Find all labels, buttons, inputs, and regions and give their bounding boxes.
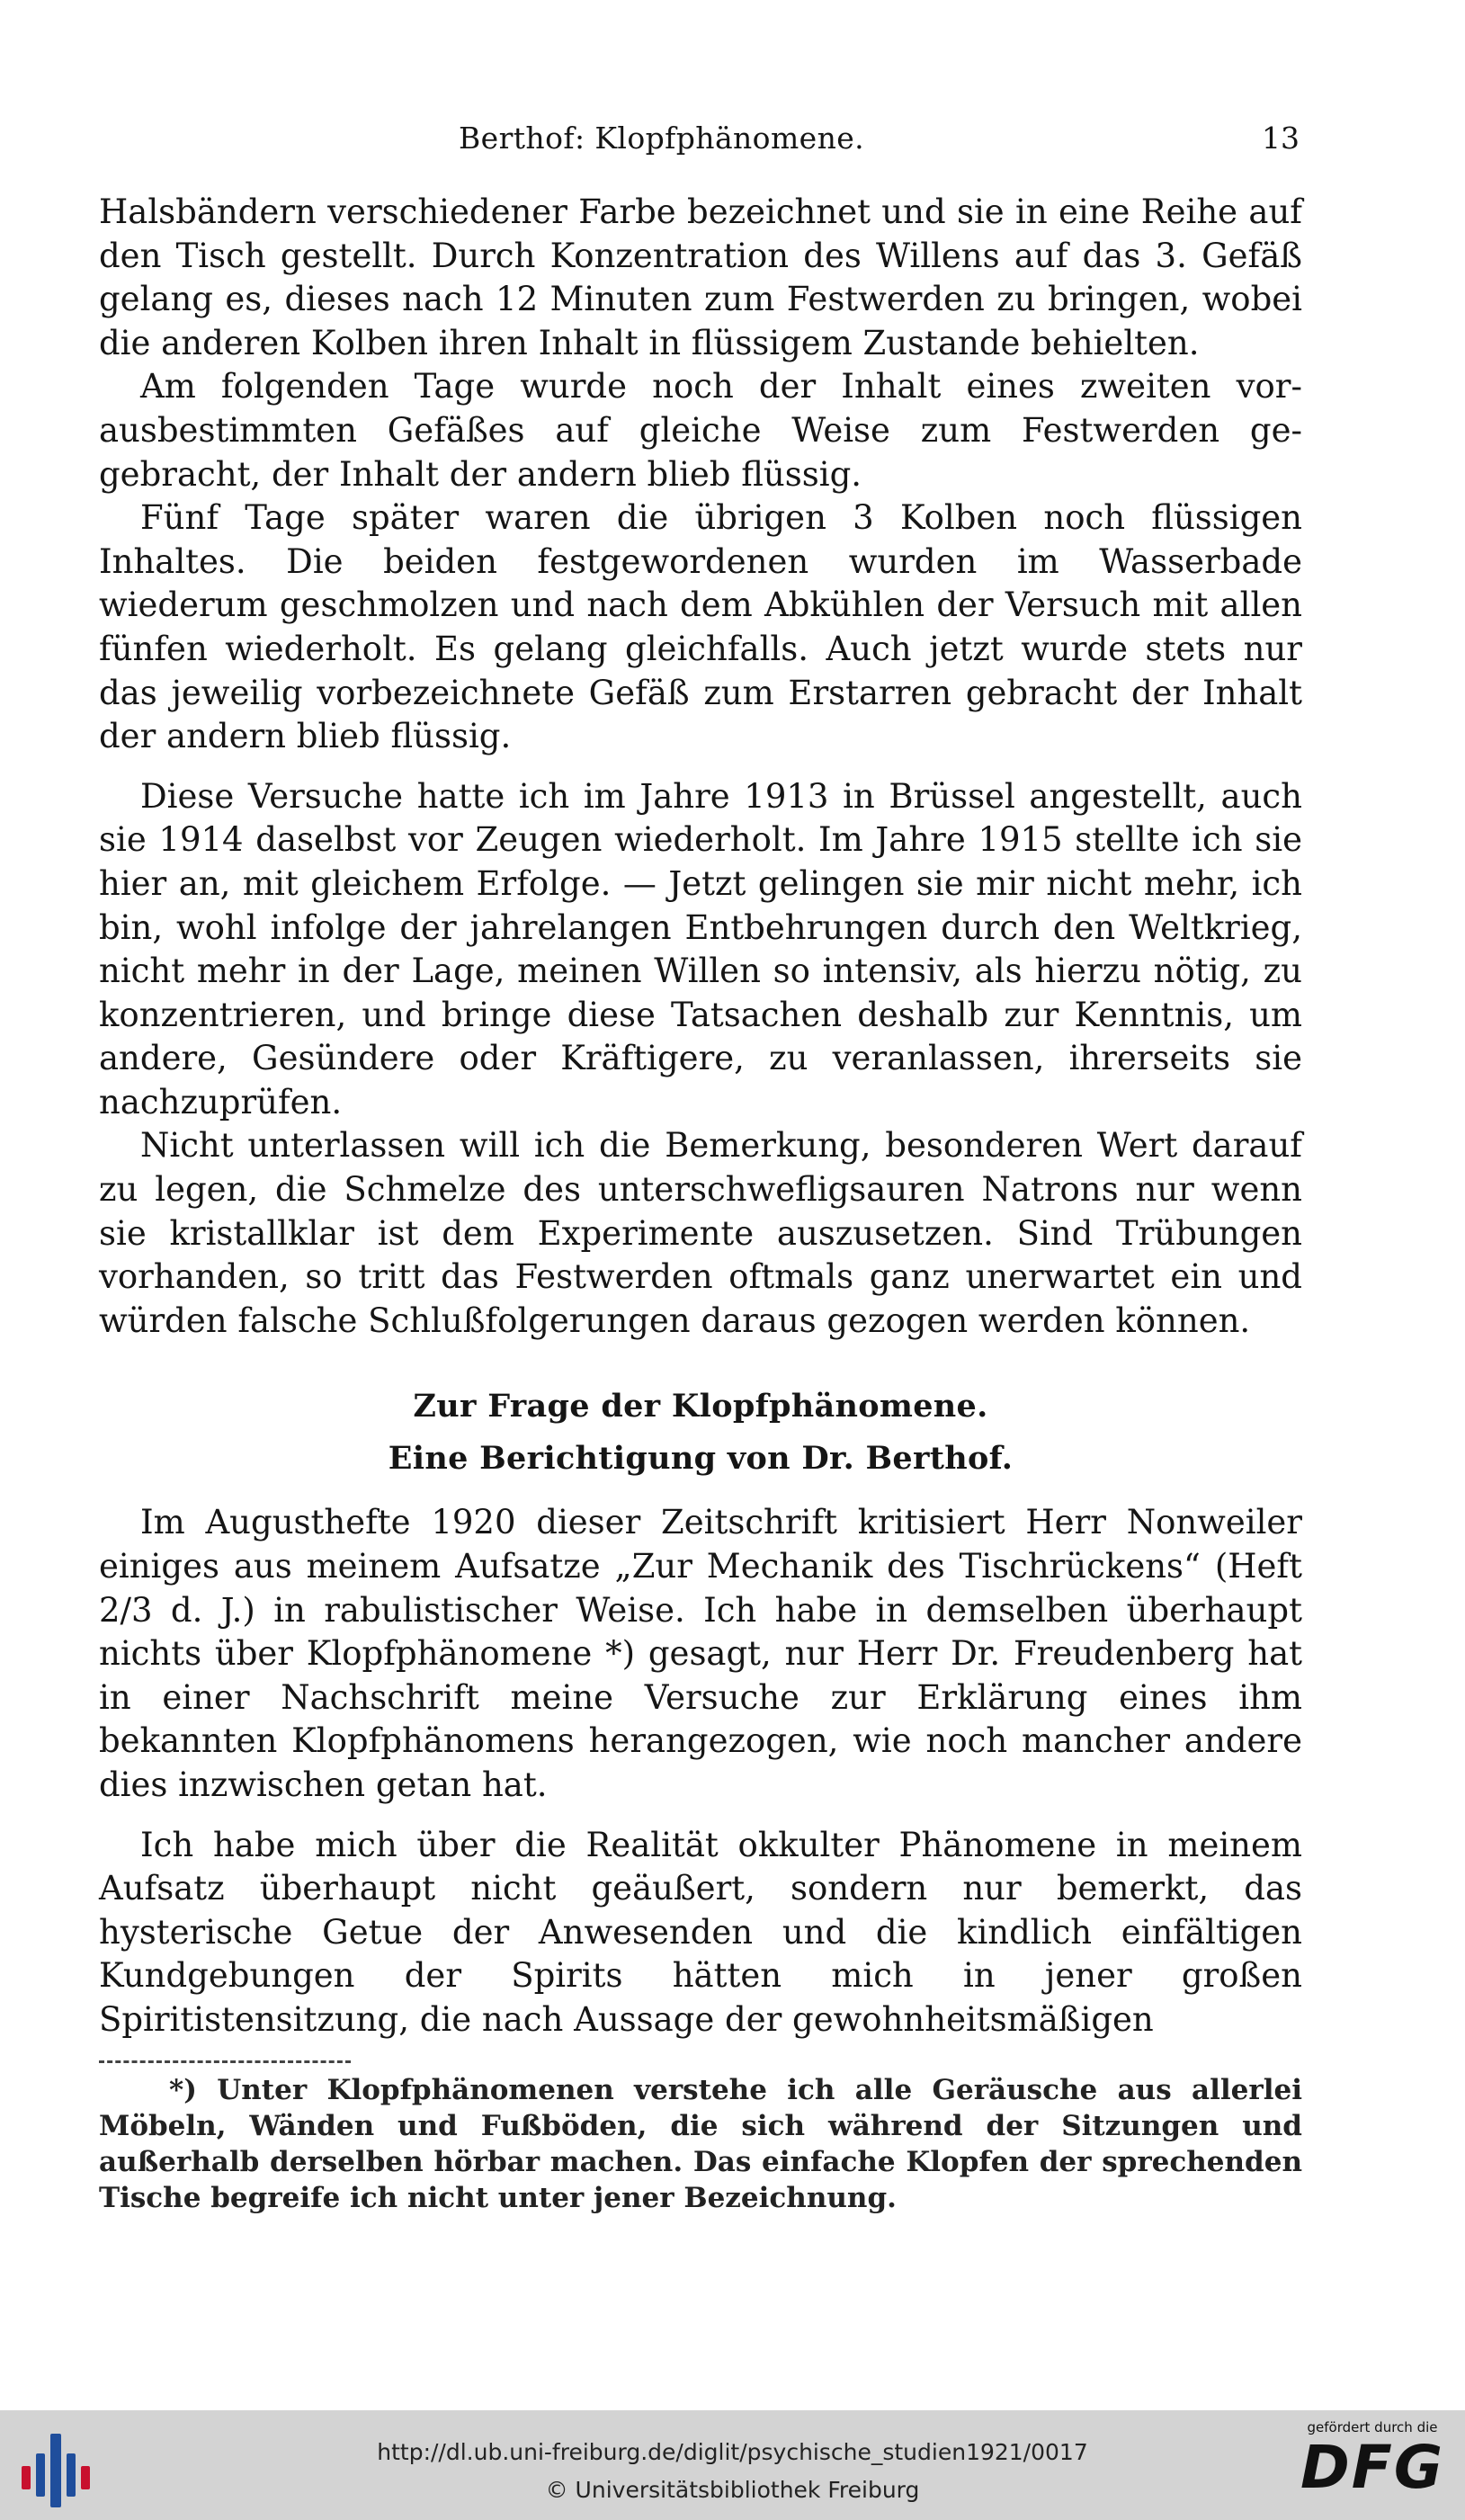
paragraph: Nicht unterlassen will ich die Bemerkung, besonderen Wert darauf zu legen, die Schmelze des unterschwefligsauren Natrons nur wenn sie kristallklar ist dem Experimente auszusetzen. Sind Trübungen vorhanden, so tritt das Festwerden oftmals ganz unerwartet ein und würden falsche Schlußfolgerungen daraus gezogen werden können.: [99, 1126, 1302, 1340]
article-title: Zur Frage der Klopfphänomene.: [413, 1388, 988, 1425]
footnote-divider: [99, 2060, 351, 2063]
paragraph: Im Augusthefte 1920 dieser Zeitschrift kritisiert Herr Nonweiler einiges aus meinem Aufsatze „Zur Mechanik des Tischrückens“ (Heft 2/3 d. J.) in rabulistischer Weise. Ich habe in demselben überhaupt nichts über Klopfphänomene *) gesagt, nur Herr Dr. Freudenberg hat in einer Nachschrift meine Versuche zur Erklärung eines ihm bekannten Klopfphänomens herangezogen, wie noch mancher andere dies inzwischen getan hat.: [99, 1503, 1302, 1804]
permalink-url[interactable]: http://dl.ub.uni-freiburg.de/diglit/psychische_studien1921/0017: [377, 2439, 1088, 2465]
article-heading: [99, 1381, 1302, 1485]
article-subtitle: Eine Berichtigung von Dr. Berthof.: [388, 1440, 1014, 1478]
copyright-notice: © Universitätsbibliothek Freiburg: [545, 2477, 920, 2503]
paragraph: Halsbändern verschiedener Farbe bezeichnet und sie in eine Reihe auf den Tisch gestellt. Durch Konzentration des Willens auf das 3. Gefäß gelang es, dieses nach 12 Minuten zum Festwerden zu bringen, wobei die anderen Kolben ihren Inhalt in flüssigem Zustande behielten.: [99, 192, 1302, 362]
paragraph: Diese Versuche hatte ich im Jahre 1913 in Brüssel angestellt, auch sie 1914 daselbst vor Zeugen wiederholt. Im Jahre 1915 stellte ich sie hier an, mit gleichem Erfolge. — Jetzt gelingen sie mir nicht mehr, ich bin, wohl infolge der jahrelangen Entbehrungen durch den Weltkrieg, nicht mehr in der Lage, meinen Willen so intensiv, als hierzu nötig, zu konzentrieren, und bringe diese Tatsachen deshalb zur Kenntnis, um andere, Gesündere oder Kräftigere, zu veranlassen, ihrerseits sie nachzuprüfen.: [99, 776, 1302, 1121]
running-head: [99, 121, 1300, 160]
paragraph: Am folgenden Tage wurde noch der Inhalt eines zweiten vorausbestimmten Gefäßes auf gleiche Weise zum Festwerden gegebracht, der Inhalt der andern blieb flüssig.: [99, 367, 1302, 494]
page-number: 13: [1262, 121, 1300, 156]
dfg-logo-icon: DFG: [1300, 2433, 1445, 2502]
viewer-footer: [0, 2410, 1465, 2520]
paragraph: Fünf Tage später waren die übrigen 3 Kolben noch flüssigen Inhaltes. Die beiden festgewordenen wurden im Wasserbade wiederum geschmolzen und nach dem Abkühlen der Versuch mit allen fünfen wiederholt. Es gelang gleichfalls. Auch jetzt wurde stets nur das jeweilig vorbezeichnete Gefäß zum Erstarren gebracht der Inhalt der andern blieb flüssig.: [99, 498, 1302, 756]
running-title: Berthof: Klopfphänomene.: [459, 121, 865, 156]
body-text: [99, 191, 1302, 2216]
sponsor-caption: gefördert durch die: [1307, 2419, 1438, 2435]
paragraph: Ich habe mich über die Realität okkulter Phänomene in meinem Aufsatz überhaupt nicht geäußert, sondern nur bemerkt, das hysterische Getue der Anwesenden und die kindlich einfältigen Kundgebungen der Spirits hätten mich in jener großen Spiritistensitzung, die nach Aussage der gewohnheitsmäßigen: [99, 1825, 1302, 2039]
footnote: *) Unter Klopfphänomenen verstehe ich alle Geräusche aus allerlei Möbeln, Wänden und Fußböden, die sich während der Sitzungen und außerhalb derselben hörbar machen. Das einfache Klopfen der sprechenden Tische begreife ich nicht unter jener Bezeichnung.: [99, 2073, 1302, 2214]
dfg-sponsor-logo[interactable]: [1296, 2419, 1449, 2513]
